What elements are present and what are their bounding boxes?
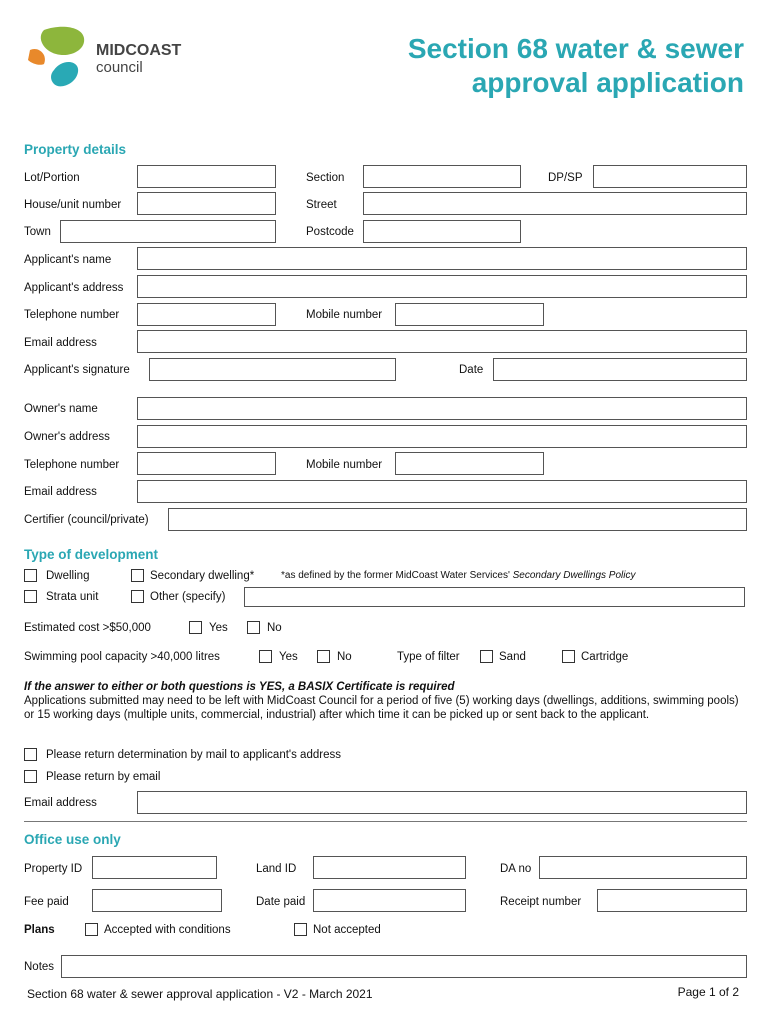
certifier-label: Certifier (council/private) — [24, 514, 149, 526]
plans-label: Plans — [24, 924, 55, 936]
postcode-field[interactable] — [363, 220, 521, 243]
signature-field[interactable] — [149, 358, 396, 381]
mobile-field[interactable] — [395, 303, 544, 326]
lot-label: Lot/Portion — [24, 172, 80, 184]
pool-yes-checkbox[interactable] — [259, 650, 272, 663]
logo-name: MIDCOAST — [96, 42, 182, 59]
filter-cartridge-checkbox[interactable] — [562, 650, 575, 663]
return-by-email-label: Please return by email — [46, 771, 161, 783]
section-divider — [24, 821, 747, 822]
mobile-label: Mobile number — [306, 309, 383, 321]
other-checkbox[interactable] — [131, 590, 144, 603]
fee-paid-field[interactable] — [92, 889, 222, 912]
strata-unit-checkbox[interactable] — [24, 590, 37, 603]
not-accepted-label: Not accepted — [313, 924, 381, 936]
date-label: Date — [459, 364, 484, 376]
return-by-mail-checkbox[interactable] — [24, 748, 37, 761]
council-logo — [26, 24, 206, 94]
date-paid-field[interactable] — [313, 889, 466, 912]
certifier-field[interactable] — [168, 508, 747, 531]
land-id-label: Land ID — [256, 863, 297, 875]
office-use-heading: Office use only — [24, 832, 121, 847]
dpsp-label: DP/SP — [548, 172, 583, 184]
owner-address-field[interactable] — [137, 425, 747, 448]
secondary-dwelling-label: Secondary dwelling* — [150, 570, 255, 582]
postcode-label: Postcode — [306, 226, 354, 238]
fee-paid-label: Fee paid — [24, 896, 69, 908]
town-label: Town — [24, 226, 51, 238]
page-title-line-1: Section 68 water & sewer — [407, 33, 744, 64]
type-of-development-heading: Type of development — [24, 547, 159, 562]
applicant-address-field[interactable] — [137, 275, 747, 298]
page-title-line-2: approval application — [471, 67, 744, 98]
footer-page-number: Page 1 of 2 — [677, 985, 739, 999]
telephone-label: Telephone number — [24, 309, 120, 321]
footer-document-title: Section 68 water & sewer approval application - V2 - March 2021 — [27, 987, 373, 1001]
secondary-note-policy: Secondary Dwellings Policy — [512, 570, 636, 581]
lot-field[interactable] — [137, 165, 276, 188]
return-by-mail-label: Please return determination by mail to applicant's address — [46, 749, 341, 761]
owner-email-label: Email address — [24, 486, 97, 498]
filter-sand-checkbox[interactable] — [480, 650, 493, 663]
pool-yes-label: Yes — [279, 651, 298, 663]
cost-yes-checkbox[interactable] — [189, 621, 202, 634]
street-field[interactable] — [363, 192, 747, 215]
receipt-number-field[interactable] — [597, 889, 747, 912]
dwelling-label: Dwelling — [46, 570, 90, 582]
other-specify-field[interactable] — [244, 587, 745, 607]
cost-no-label: No — [267, 622, 282, 634]
secondary-dwelling-note — [281, 569, 635, 583]
pool-no-checkbox[interactable] — [317, 650, 330, 663]
basix-notice: If the answer to either or both questions is YES, a BASIX Certificate is required — [24, 681, 455, 693]
owner-telephone-label: Telephone number — [24, 459, 120, 471]
cost-yes-label: Yes — [209, 622, 228, 634]
cost-no-checkbox[interactable] — [247, 621, 260, 634]
logo-subname: council — [96, 59, 143, 76]
property-id-field[interactable] — [92, 856, 217, 879]
property-id-label: Property ID — [24, 863, 83, 875]
house-number-field[interactable] — [137, 192, 276, 215]
town-field[interactable] — [60, 220, 276, 243]
owner-telephone-field[interactable] — [137, 452, 276, 475]
accepted-with-conditions-checkbox[interactable] — [85, 923, 98, 936]
signature-label: Applicant's signature — [24, 364, 130, 376]
owner-mobile-field[interactable] — [395, 452, 544, 475]
dwelling-checkbox[interactable] — [24, 569, 37, 582]
return-email-field[interactable] — [137, 791, 747, 814]
filter-sand-label: Sand — [499, 651, 526, 663]
da-no-label: DA no — [500, 863, 532, 875]
secondary-dwelling-checkbox[interactable] — [131, 569, 144, 582]
land-id-field[interactable] — [313, 856, 466, 879]
owner-name-label: Owner's name — [24, 403, 98, 415]
return-email-label: Email address — [24, 797, 97, 809]
section-label: Section — [306, 172, 345, 184]
date-field[interactable] — [493, 358, 747, 381]
property-details-heading: Property details — [24, 142, 127, 157]
da-no-field[interactable] — [539, 856, 747, 879]
applicant-address-label: Applicant's address — [24, 282, 124, 294]
applicant-name-label: Applicant's name — [24, 254, 112, 266]
receipt-number-label: Receipt number — [500, 896, 582, 908]
filter-type-label: Type of filter — [397, 651, 460, 663]
accepted-with-conditions-label: Accepted with conditions — [104, 924, 231, 936]
secondary-note-prefix: *as defined by the former MidCoast Water Services' — [281, 570, 513, 581]
house-number-label: House/unit number — [24, 199, 122, 211]
owner-address-label: Owner's address — [24, 431, 110, 443]
owner-mobile-label: Mobile number — [306, 459, 383, 471]
notes-field[interactable] — [61, 955, 747, 978]
filter-cartridge-label: Cartridge — [581, 651, 629, 663]
email-label: Email address — [24, 337, 97, 349]
return-by-email-checkbox[interactable] — [24, 770, 37, 783]
email-field[interactable] — [137, 330, 747, 353]
notes-label: Notes — [24, 961, 55, 973]
logo-mark-icon — [26, 24, 90, 92]
pool-no-label: No — [337, 651, 352, 663]
other-label: Other (specify) — [150, 591, 226, 603]
owner-name-field[interactable] — [137, 397, 747, 420]
section-field[interactable] — [363, 165, 521, 188]
processing-time-paragraph: Applications submitted may need to be left with MidCoast Council for a period of five (5) working days (dwellings, additions, swimming pools) or 15 working days (multiple units, commercial, industrial) after which time it can be picked up or sent back to the applicant. — [24, 695, 739, 721]
date-paid-label: Date paid — [256, 896, 306, 908]
dpsp-field[interactable] — [593, 165, 747, 188]
pool-capacity-label: Swimming pool capacity >40,000 litres — [24, 651, 220, 663]
telephone-field[interactable] — [137, 303, 276, 326]
owner-email-field[interactable] — [137, 480, 747, 503]
not-accepted-checkbox[interactable] — [294, 923, 307, 936]
strata-unit-label: Strata unit — [46, 591, 99, 603]
estimated-cost-label: Estimated cost >$50,000 — [24, 622, 151, 634]
applicant-name-field[interactable] — [137, 247, 747, 270]
street-label: Street — [306, 199, 337, 211]
